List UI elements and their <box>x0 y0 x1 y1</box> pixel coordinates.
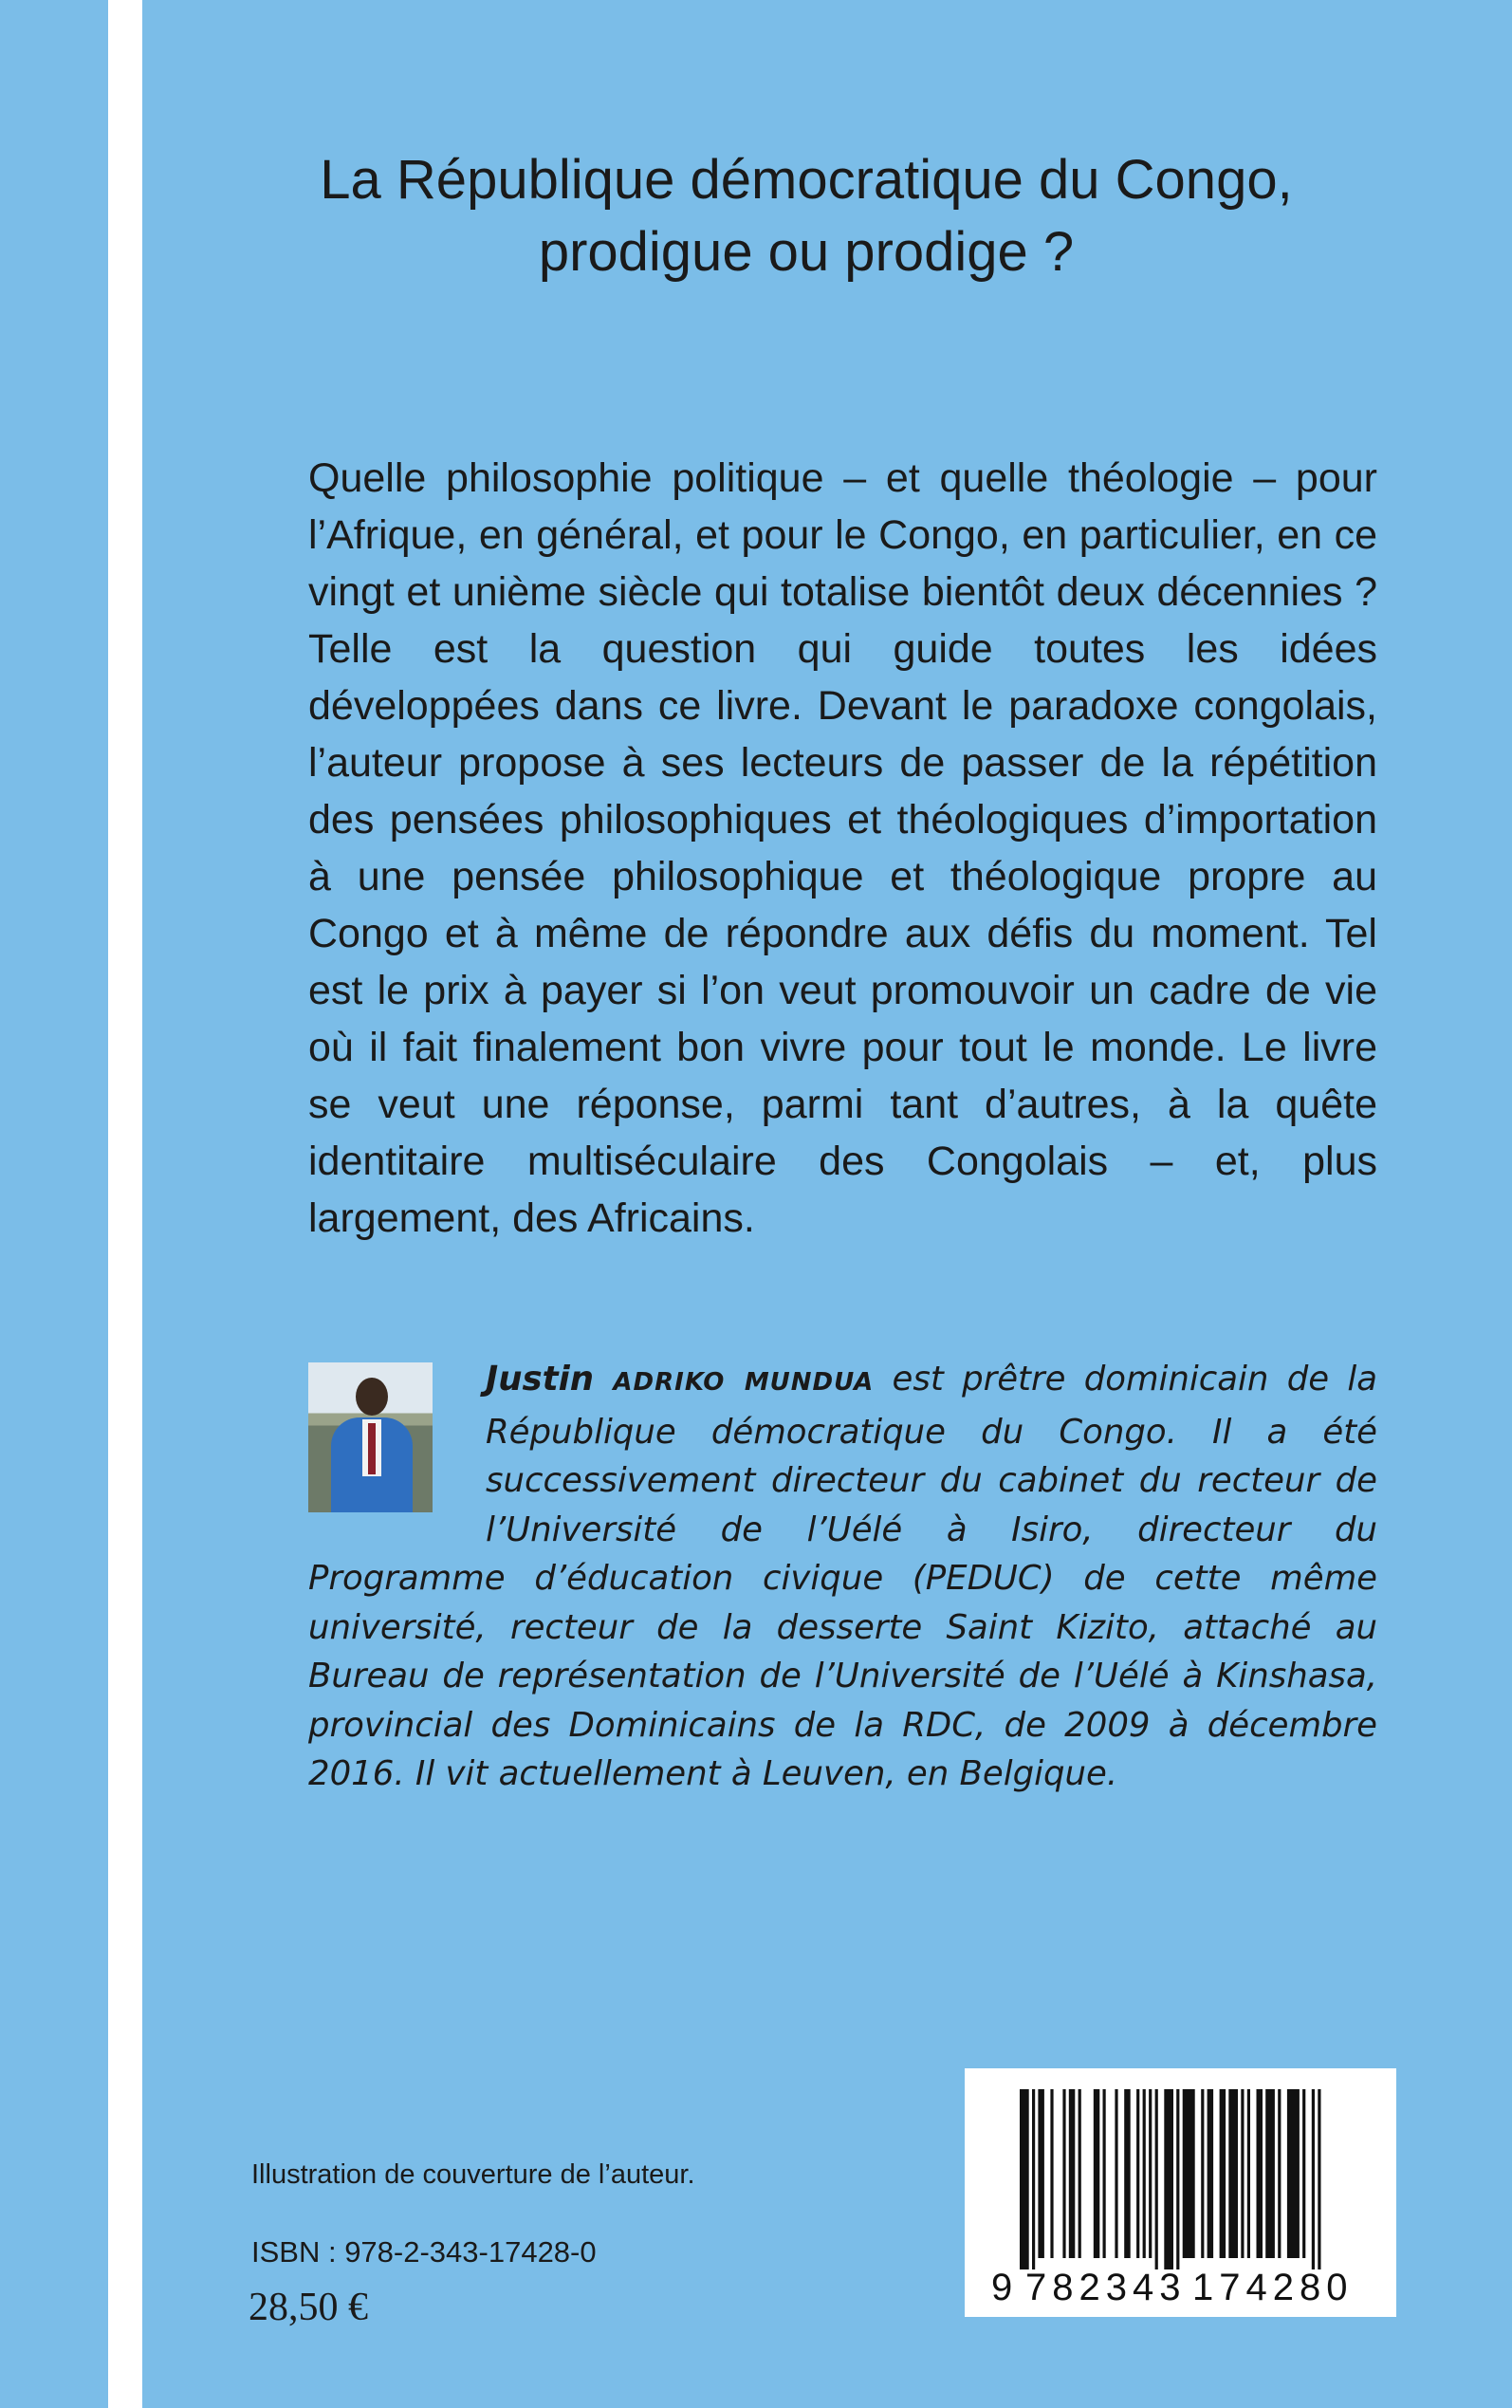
barcode-bar-23 <box>1247 2089 1250 2258</box>
barcode-bar-14 <box>1155 2089 1158 2269</box>
barcode-bar-30 <box>1318 2089 1320 2269</box>
barcode-bar-0 <box>1020 2089 1029 2269</box>
barcode-bar-18 <box>1201 2089 1204 2258</box>
barcode-bar-16 <box>1176 2089 1179 2269</box>
barcode-bar-13 <box>1149 2089 1152 2258</box>
barcode-bar-25 <box>1265 2089 1275 2258</box>
barcode-bar-27 <box>1287 2089 1300 2258</box>
barcode-bar-2 <box>1038 2089 1044 2258</box>
barcode-bar-11 <box>1136 2089 1139 2258</box>
book-title-line-2: prodigue ou prodige ? <box>538 221 1075 283</box>
barcode-digits-right: 174280 <box>1192 2267 1354 2308</box>
barcode-bar-28 <box>1302 2089 1305 2258</box>
barcode-digit-lead: 9 <box>991 2267 1013 2308</box>
author-photo-head <box>356 1378 388 1416</box>
author-photo <box>308 1362 433 1512</box>
barcode-graphic <box>965 2068 1396 2317</box>
author-first-name: Justin <box>486 1360 595 1398</box>
barcode-bar-6 <box>1079 2089 1081 2258</box>
book-price: 28,50 € <box>249 2286 368 2329</box>
barcode-bar-9 <box>1115 2089 1117 2258</box>
author-bio-text: est prêtre dominicain de la République démocratique du Congo. Il a été successivement directeur du cabinet du recteur de l’Université de l’Uélé à Isiro, directeur du Programme d’éducation civique (PEDUC) de cette même université, recteur de la desserte Saint Kizito, attaché au Bureau de représentation de l’Université de l’Uélé à Kinshasa, provincial des Dominicains de la RDC, de 2009 à décembre 2016. Il vit actuellement à Leuven, en Belgique. <box>308 1360 1378 1793</box>
barcode-bar-29 <box>1312 2089 1315 2269</box>
author-photo-tie <box>368 1423 376 1474</box>
author-name <box>486 1360 874 1398</box>
isbn-barcode <box>965 2068 1396 2317</box>
author-surname-2: MUNDUA <box>744 1368 875 1397</box>
barcode-bar-4 <box>1062 2089 1065 2258</box>
barcode-bar-10 <box>1124 2089 1131 2258</box>
book-title-line-1: La République démocratique du Congo, <box>320 149 1293 211</box>
barcode-bar-24 <box>1257 2089 1263 2258</box>
barcode-bar-20 <box>1220 2089 1226 2258</box>
barcode-bar-21 <box>1228 2089 1238 2258</box>
author-biography <box>308 1355 1377 1799</box>
barcode-bar-15 <box>1164 2089 1173 2269</box>
barcode-bar-22 <box>1241 2089 1244 2258</box>
barcode-bar-26 <box>1278 2089 1281 2258</box>
barcode-bar-17 <box>1183 2089 1195 2258</box>
barcode-digits-left: 782343 <box>1025 2267 1187 2308</box>
barcode-bar-12 <box>1143 2089 1146 2258</box>
barcode-bar-1 <box>1032 2089 1035 2269</box>
barcode-bar-7 <box>1094 2089 1100 2258</box>
barcode-bar-19 <box>1208 2089 1214 2258</box>
cover-illustration-credit: Illustration de couverture de l’auteur. <box>251 2159 695 2190</box>
left-blue-margin <box>0 0 108 2408</box>
barcode-bar-5 <box>1069 2089 1076 2258</box>
barcode-bars <box>1020 2089 1321 2269</box>
book-title <box>285 144 1328 288</box>
book-summary: Quelle philosophie politique – et quelle théologie – pour l’Afrique, en général, et pour le Congo, en particulier, en ce vingt et unième siècle qui totalise bientôt deux décennies ? Telle est la question qui guide toutes les idées développées dans ce livre. Devant le paradoxe congolais, l’auteur propose à ses lecteurs de passer de la répétition des pensées philosophiques et théologiques d’importation à une pensée philosophique et théologique propre au Congo et à même de répondre aux défis du moment. Tel est le prix à payer si l’on veut promouvoir un cadre de vie où il fait finalement bon vivre pour tout le monde. Le livre se veut une réponse, parmi tant d’autres, à la quête identitaire multiséculaire des Congolais – et, plus largement, des Africains. <box>308 455 1377 1241</box>
spine-white-stripe <box>108 0 142 2408</box>
author-surname-1: ADRIKO <box>613 1368 726 1397</box>
barcode-bar-8 <box>1103 2089 1106 2258</box>
barcode-bar-3 <box>1050 2089 1053 2258</box>
isbn-number: ISBN : 978-2-343-17428-0 <box>251 2235 597 2269</box>
